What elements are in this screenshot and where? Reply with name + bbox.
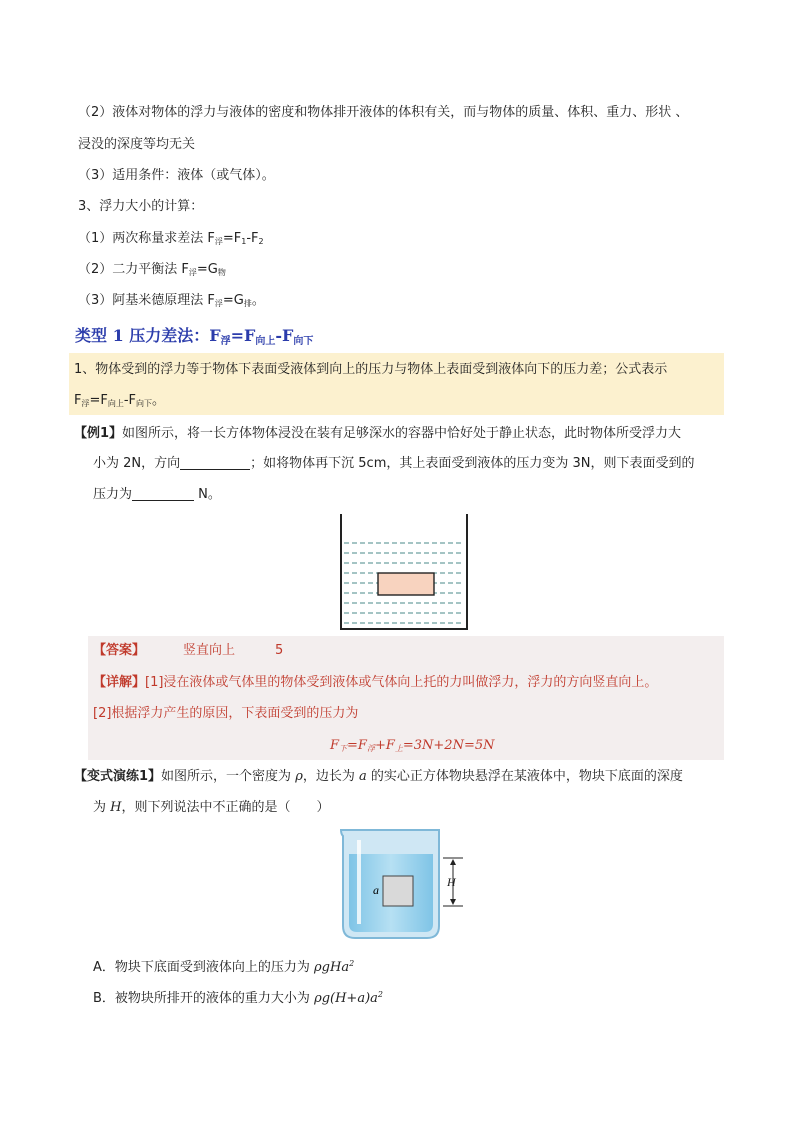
formula-line: （3）阿基米德原理法 $F_浮=G_排$。 [78, 293, 265, 308]
variant-line: 【变式演练1】如图所示，一个密度为 ρ，边长为 a 的实心正方体物块悬浮在某液体中，物块下底面的深度 [74, 769, 683, 784]
detail-line: [2]根据浮力产生的原因，下表面受到的压力为 [93, 706, 359, 721]
definition-formula: $F_浮=F_{向上}-F_{向下}$。 [74, 393, 166, 408]
text-line: （2）液体对物体的浮力与液体的密度和物体排开液体的体积有关，而与物体的质量、体积、重力、形状 、 [78, 105, 689, 120]
text-line: （3）适用条件：液体（或气体）。 [78, 168, 275, 183]
example-line: 压力为 N。 [93, 487, 221, 502]
variant-line: 为 H，则下列说法中不正确的是（ ） [93, 800, 330, 815]
formula-line: （1）两次称量求差法 $F_浮=F_1-F_2$ [78, 231, 264, 246]
block-rect [378, 573, 434, 595]
detail-line: 【详解】[1]浸在液体或气体里的物体受到液体或气体向上托的力叫做浮力，浮力的方向竖直向上。 [93, 675, 658, 690]
example-line: 小为 2N，方向 ；如将物体再下沉 5cm，其上表面受到液体的压力变为 3N，则下表面受到的 [93, 456, 695, 471]
cube-block [383, 876, 413, 906]
container-figure [330, 510, 480, 634]
definition-line: 1、物体受到的浮力等于物体下表面受液体到向上的压力与物体上表面受到液体向下的压力差；公式表示 [74, 362, 668, 377]
answer-blank [132, 486, 194, 501]
label-a: a [373, 883, 379, 897]
beaker-figure [335, 826, 485, 944]
option-B: B．被物块所排开的液体的重力大小为 $\rho g(H+a)a^2$ [93, 990, 383, 1006]
option-A: A．物块下底面受到液体向上的压力为 ρgHa$^2$ [93, 959, 355, 975]
label-H: H [447, 875, 456, 889]
answer-blank [180, 455, 250, 470]
example-line: 【例1】如图所示，将一长方体物体浸没在装有足够深水的容器中恰好处于静止状态，此时物体所受浮力大 [74, 426, 682, 441]
answer-line: 【答案】 竖直向上 5 [93, 643, 284, 658]
text-line: 3、浮力大小的计算： [78, 199, 204, 214]
text-line: 浸没的深度等均无关 [78, 137, 196, 152]
section-heading: 类型 1 压力差法：$F_浮=F_{向上}-F_{向下}$ [75, 326, 314, 347]
formula-line: （2）二力平衡法 $F_浮=G_物$ [78, 262, 226, 277]
answer-formula: $F_下=F_浮+F_上=3N+2N=5N$ [330, 738, 495, 753]
